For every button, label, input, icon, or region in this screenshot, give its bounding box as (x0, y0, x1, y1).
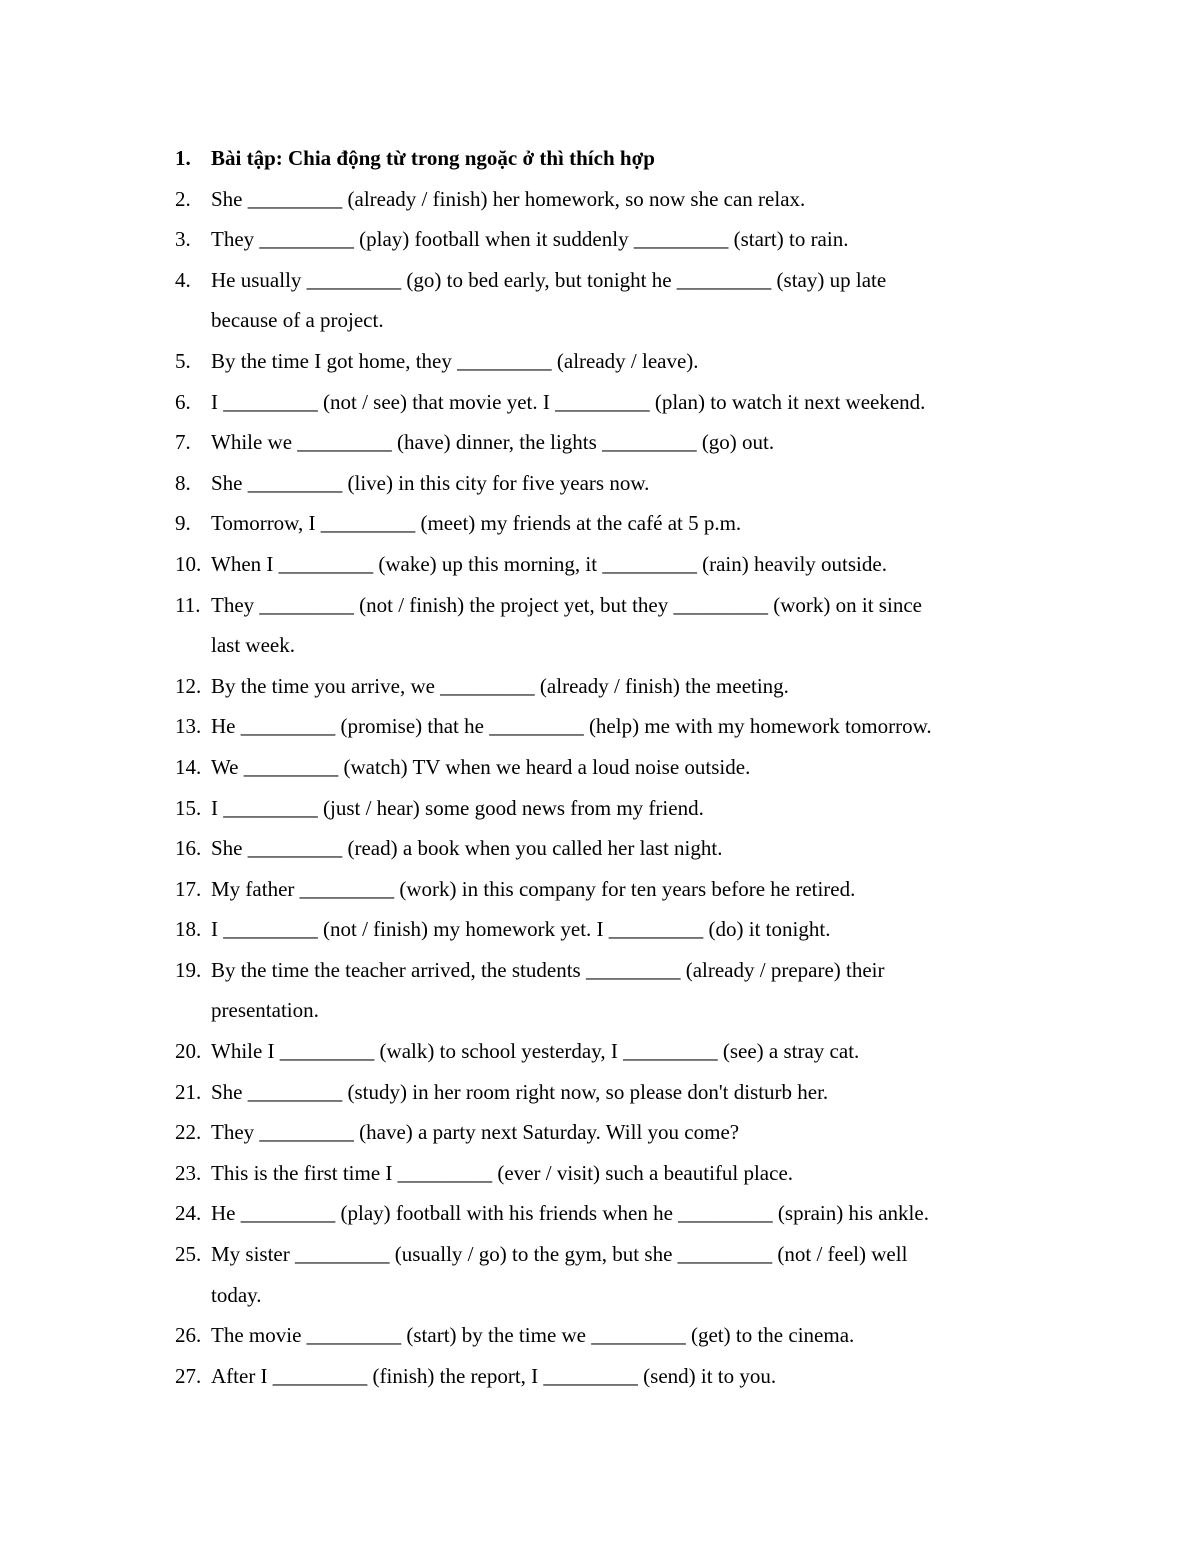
exercise-item (175, 1153, 1075, 1194)
item-number: 7. (175, 430, 191, 455)
item-number: 5. (175, 348, 191, 373)
item-number: 3. (175, 227, 191, 252)
item-text-line: because of a project. (211, 308, 384, 333)
item-text-line: After I _________ (finish) the report, I _________ (send) it to you. (211, 1363, 777, 1388)
exercise-item (175, 950, 1075, 1031)
item-text-line: She _________ (already / finish) her homework, so now she can relax. (211, 186, 806, 211)
item-number: 2. (175, 186, 191, 211)
item-number: 16. (175, 836, 202, 861)
item-number: 10. (175, 551, 202, 576)
item-text-line: We _________ (watch) TV when we heard a loud noise outside. (211, 754, 751, 779)
item-number: 26. (175, 1323, 202, 1348)
item-text-line: She _________ (live) in this city for five years now. (211, 470, 650, 495)
exercise-item (175, 1031, 1075, 1072)
exercise-heading (175, 138, 1075, 179)
exercise-item (175, 706, 1075, 747)
item-text-line: presentation. (211, 998, 319, 1023)
item-number: 19. (175, 957, 202, 982)
exercise-item (175, 869, 1075, 910)
item-number: 8. (175, 470, 191, 495)
exercise-item (175, 260, 1075, 341)
item-text-line: She _________ (study) in her room right now, so please don't disturb her. (211, 1079, 829, 1104)
item-text-line: They _________ (not / finish) the project yet, but they _________ (work) on it since (211, 592, 922, 617)
item-number: 13. (175, 714, 202, 739)
item-text-line: I _________ (not / finish) my homework yet. I _________ (do) it tonight. (211, 917, 831, 942)
exercise-item (175, 1234, 1075, 1315)
exercise-item (175, 341, 1075, 382)
item-number: 24. (175, 1201, 202, 1226)
item-number: 14. (175, 754, 202, 779)
item-text-line: He _________ (promise) that he _________ (help) me with my homework tomorrow. (211, 714, 932, 739)
item-number: 11. (175, 592, 201, 617)
item-text-line: They _________ (have) a party next Saturday. Will you come? (211, 1120, 740, 1145)
item-number: 23. (175, 1160, 202, 1185)
item-text-line: She _________ (read) a book when you called her last night. (211, 836, 723, 861)
item-text-line: By the time the teacher arrived, the students _________ (already / prepare) their (211, 957, 885, 982)
heading-text: Bài tập: Chia động từ trong ngoặc ở thì thích hợp (211, 146, 655, 170)
exercise-item (175, 544, 1075, 585)
exercise-list (175, 138, 1075, 1396)
item-number: 4. (175, 267, 191, 292)
exercise-item (175, 1072, 1075, 1113)
item-text-line: By the time I got home, they _________ (already / leave). (211, 348, 699, 373)
item-text-line: today. (211, 1282, 262, 1307)
item-number: 25. (175, 1242, 202, 1267)
item-number: 1. (175, 146, 191, 170)
item-number: 12. (175, 673, 202, 698)
item-text-line: While I _________ (walk) to school yesterday, I _________ (see) a stray cat. (211, 1039, 860, 1064)
item-text-line: My father _________ (work) in this company for ten years before he retired. (211, 876, 856, 901)
item-text-line: My sister _________ (usually / go) to the gym, but she _________ (not / feel) well (211, 1242, 908, 1267)
exercise-item (175, 585, 1075, 666)
item-number: 6. (175, 389, 191, 414)
item-number: 20. (175, 1039, 202, 1064)
exercise-item (175, 1112, 1075, 1153)
item-number: 21. (175, 1079, 202, 1104)
item-text-line: last week. (211, 633, 295, 658)
exercise-item (175, 666, 1075, 707)
item-text-line: Tomorrow, I _________ (meet) my friends at the café at 5 p.m. (211, 511, 742, 536)
exercise-item (175, 1356, 1075, 1397)
exercise-item (175, 909, 1075, 950)
exercise-item (175, 828, 1075, 869)
exercise-item (175, 788, 1075, 829)
item-number: 18. (175, 917, 202, 942)
item-text-line: I _________ (just / hear) some good news from my friend. (211, 795, 704, 820)
item-text-line: They _________ (play) football when it suddenly _________ (start) to rain. (211, 227, 849, 252)
item-text-line: When I _________ (wake) up this morning, it _________ (rain) heavily outside. (211, 551, 887, 576)
exercise-item (175, 179, 1075, 220)
item-text-line: The movie _________ (start) by the time we _________ (get) to the cinema. (211, 1323, 855, 1348)
exercise-item (175, 747, 1075, 788)
exercise-item (175, 422, 1075, 463)
exercise-item (175, 1193, 1075, 1234)
item-number: 22. (175, 1120, 202, 1145)
item-number: 15. (175, 795, 202, 820)
item-text-line: By the time you arrive, we _________ (already / finish) the meeting. (211, 673, 789, 698)
item-number: 17. (175, 876, 202, 901)
item-text-line: I _________ (not / see) that movie yet. I _________ (plan) to watch it next weekend. (211, 389, 926, 414)
item-text-line: He _________ (play) football with his friends when he _________ (sprain) his ankle. (211, 1201, 929, 1226)
exercise-item (175, 1315, 1075, 1356)
item-text-line: He usually _________ (go) to bed early, but tonight he _________ (stay) up late (211, 267, 887, 292)
exercise-item (175, 219, 1075, 260)
exercise-item (175, 382, 1075, 423)
item-text-line: While we _________ (have) dinner, the lights _________ (go) out. (211, 430, 775, 455)
item-text-line: This is the first time I _________ (ever / visit) such a beautiful place. (211, 1160, 794, 1185)
item-number: 9. (175, 511, 191, 536)
exercise-item (175, 463, 1075, 504)
item-number: 27. (175, 1363, 202, 1388)
exercise-item (175, 503, 1075, 544)
